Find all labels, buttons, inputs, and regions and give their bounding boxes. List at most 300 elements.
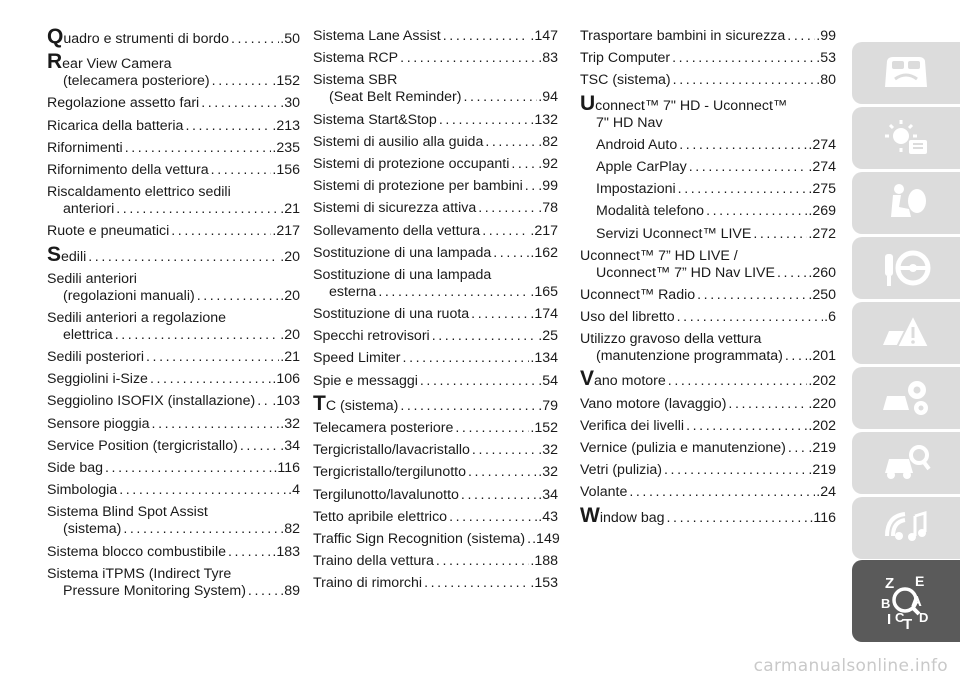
page-number: .149 — [532, 530, 560, 547]
watermark-text: carmanualsonline.info — [753, 656, 948, 676]
index-entry[interactable] — [580, 226, 836, 243]
index-column-2 — [313, 28, 558, 598]
tab-maintenance[interactable] — [852, 367, 960, 429]
svg-text:A: A — [911, 593, 922, 610]
index-entry[interactable] — [313, 575, 558, 592]
index-entry-label: Sistema SBR — [313, 72, 398, 89]
index-entry-row — [313, 442, 558, 459]
index-entry-label: Specchi retrovisori — [313, 328, 430, 345]
index-entry-row — [47, 25, 300, 48]
index-entry-row — [47, 223, 300, 240]
index-column-3 — [580, 28, 836, 532]
index-entry-row — [580, 418, 836, 435]
index-initial-letter: Q — [47, 25, 64, 48]
index-entry-label: Tetto apribile elettrico — [313, 508, 448, 525]
page-number: .103 — [272, 393, 300, 410]
dot-leader — [430, 328, 538, 345]
index-entry-row — [580, 440, 836, 457]
index-entry[interactable] — [580, 287, 836, 304]
index-entry-label: Sistemi di sicurezza attiva — [313, 200, 477, 217]
index-entry[interactable] — [313, 223, 558, 240]
page-number: .272 — [808, 225, 836, 242]
index-entry-label-group — [47, 118, 183, 135]
dot-leader — [117, 482, 287, 499]
index-entry[interactable] — [313, 267, 558, 301]
tab-technical-specs[interactable] — [852, 432, 960, 494]
index-entry[interactable] — [313, 245, 558, 262]
index-entry-row — [47, 371, 300, 388]
page-number: .274 — [808, 158, 836, 175]
index-entry[interactable] — [580, 440, 836, 457]
index-entry-heading — [47, 566, 300, 583]
dot-leader — [470, 442, 537, 459]
index-entry[interactable] — [47, 50, 300, 90]
dot-leader — [114, 201, 279, 218]
index-entry-row — [313, 391, 558, 415]
index-entry[interactable] — [47, 25, 300, 48]
index-entry[interactable] — [47, 349, 300, 366]
index-entry[interactable] — [580, 72, 836, 89]
index-entry-label-group — [47, 223, 169, 240]
index-entry[interactable] — [313, 420, 558, 437]
dot-leader — [437, 112, 530, 129]
index-entry-label-group — [580, 72, 671, 89]
index-initial-letter: R — [47, 50, 63, 74]
dot-leader — [666, 373, 808, 390]
index-entry-label: Vernice (pulizia e manutenzione) — [580, 440, 786, 456]
index-entry-heading — [47, 184, 300, 201]
index-entry-label-group — [47, 371, 148, 388]
index-entry-row — [47, 73, 300, 90]
index-entry-label-group — [313, 373, 418, 390]
page-number: .250 — [808, 286, 836, 303]
index-entry-label: Trip Computer — [580, 50, 671, 67]
index-entry-label: Apple CarPlay — [596, 158, 687, 175]
dot-leader — [453, 420, 529, 437]
index-entry-label: Uconnect™ Radio — [580, 286, 696, 303]
index-entry[interactable] — [47, 393, 300, 410]
tab-warning-lights[interactable] — [852, 107, 960, 169]
index-entry[interactable] — [313, 306, 558, 323]
index-entry-label: edili — [61, 248, 87, 265]
svg-text:T: T — [903, 616, 913, 632]
dot-leader — [677, 137, 807, 154]
index-entry-label: Sensore pioggia — [47, 415, 150, 432]
index-entry[interactable] — [313, 72, 558, 106]
index-entry[interactable] — [313, 509, 558, 526]
page-number: .53 — [816, 50, 836, 67]
index-entry[interactable] — [47, 566, 300, 600]
index-entry-heading — [47, 271, 300, 288]
index-entry-continuation: (manutenzione programmata) — [596, 348, 783, 365]
page-number: .274 — [808, 136, 836, 153]
index-entry-row — [313, 28, 558, 45]
page-number: .165 — [530, 283, 558, 300]
page-number: .21 — [280, 349, 300, 366]
index-entry-row — [47, 460, 300, 477]
dot-leader — [441, 28, 530, 45]
index-entry-row — [47, 521, 300, 538]
index-entry[interactable] — [313, 350, 558, 367]
index-entry[interactable] — [47, 544, 300, 561]
page-number: .4 — [288, 482, 300, 499]
dot-leader — [401, 350, 530, 367]
index-entry[interactable] — [580, 503, 836, 527]
index-entry-label-group — [580, 462, 662, 479]
index-entry-row — [47, 288, 300, 305]
index-entry-label: Sollevamento della vettura — [313, 222, 481, 239]
index-entry[interactable] — [47, 504, 300, 538]
dot-leader — [476, 200, 537, 217]
dot-leader — [665, 510, 809, 527]
index-entry-label-group — [596, 226, 751, 243]
index-entry-label-group — [47, 140, 123, 157]
index-entry-row — [313, 509, 558, 526]
tab-multimedia[interactable] — [852, 497, 960, 559]
index-entry-label: Ruote e pneumatici — [47, 223, 170, 240]
index-entry-heading — [47, 50, 300, 74]
index-entry-row — [313, 89, 558, 106]
index-entry-label-group — [580, 396, 726, 413]
svg-text:Z: Z — [885, 575, 895, 592]
svg-text:C: C — [895, 610, 905, 625]
index-entry-label: Speed Limiter — [313, 350, 401, 367]
index-entry-label: Trasportare bambini in sicurezza — [580, 28, 786, 44]
page-number: .219 — [808, 440, 836, 456]
index-entry[interactable] — [313, 50, 558, 67]
index-entry[interactable] — [313, 442, 558, 459]
index-entry-label-group — [313, 156, 509, 173]
index-entry[interactable] — [313, 487, 558, 504]
index-entry-row — [47, 242, 300, 266]
index-entry-label-group — [47, 460, 103, 477]
index-entry-label-group — [313, 134, 483, 151]
page-number: .99 — [538, 178, 558, 195]
index-entry-label: indow bag — [599, 509, 665, 526]
page-number: .152 — [272, 73, 300, 90]
index-entry[interactable] — [47, 95, 300, 112]
airbag-seat-icon — [879, 181, 933, 225]
svg-text:B: B — [881, 596, 891, 611]
index-entry[interactable] — [47, 460, 300, 477]
index-entry-row — [47, 118, 300, 135]
dot-leader — [86, 249, 279, 266]
specs-car-icon — [879, 441, 933, 485]
index-entry[interactable] — [580, 181, 836, 198]
index-entry[interactable] — [47, 118, 300, 135]
index-entry-label-group — [580, 367, 666, 391]
chapter-tabs-sidebar — [852, 0, 960, 678]
index-entry-label-group — [313, 50, 398, 67]
index-entry-row — [596, 181, 836, 198]
index-entry-label: Spie e messaggi — [313, 372, 418, 389]
multimedia-icon — [879, 506, 933, 550]
index-entry[interactable] — [313, 391, 558, 415]
index-entry-label: Sostituzione di una ruota — [313, 306, 470, 323]
page-number: .32 — [280, 415, 300, 432]
page-number: .219 — [808, 462, 836, 479]
index-column-1 — [47, 25, 300, 605]
dot-leader — [169, 223, 271, 240]
page-number: .162 — [530, 244, 558, 261]
dot-leader — [662, 462, 807, 479]
page-number: .220 — [808, 395, 836, 412]
index-entry-label: Tergicristallo/lavacristallo — [313, 442, 470, 459]
index-entry-label: Android Auto — [596, 136, 678, 153]
index-entry[interactable] — [313, 134, 558, 151]
index-entry-row — [580, 348, 836, 365]
dot-leader — [103, 460, 272, 477]
warning-lights-icon — [879, 116, 933, 160]
alphabetical-index-icon — [879, 570, 933, 632]
index-entry-row — [313, 134, 558, 151]
index-entry[interactable] — [313, 28, 558, 45]
dot-leader — [229, 31, 279, 48]
index-entry[interactable] — [580, 367, 836, 391]
index-entry-heading — [580, 248, 836, 265]
dot-leader — [461, 89, 537, 106]
index-entry-label: Rifornimento della vettura — [47, 161, 209, 178]
dot-leader — [422, 575, 529, 592]
page-number: .217 — [530, 222, 558, 239]
index-entry[interactable] — [47, 482, 300, 499]
index-entry-row — [580, 309, 836, 326]
index-entry-label-group — [313, 487, 459, 504]
index-entry-label-group — [580, 50, 670, 67]
page-number: .21 — [280, 201, 300, 218]
index-entry-label-group — [580, 287, 695, 304]
dot-leader — [671, 72, 816, 89]
index-entry[interactable] — [47, 140, 300, 157]
index-entry-label-group — [313, 112, 437, 129]
page-number: .183 — [272, 543, 300, 560]
index-entry-row — [580, 484, 836, 501]
index-entry[interactable] — [47, 242, 300, 266]
steering-wheel-key-icon — [879, 246, 933, 290]
index-entry-label-group — [313, 464, 466, 481]
index-entry-heading — [580, 331, 836, 348]
index-entry-label-group — [313, 442, 470, 459]
index-entry[interactable] — [580, 396, 836, 413]
index-entry-label-group — [47, 95, 199, 112]
index-entry[interactable] — [580, 462, 836, 479]
index-entry[interactable] — [313, 156, 558, 173]
index-entry-row — [313, 284, 558, 301]
index-entry[interactable] — [47, 310, 300, 344]
dot-leader — [675, 309, 824, 326]
page-number: .20 — [280, 248, 300, 265]
index-entry-label-group — [313, 200, 476, 217]
index-entry-label: ano motore — [594, 373, 666, 390]
index-initial-letter: T — [313, 391, 326, 415]
index-entry-label: Traffic Sign Recognition (sistema) — [313, 530, 526, 547]
page-number: .156 — [272, 161, 300, 178]
index-entry[interactable] — [580, 28, 836, 45]
page-number: .50 — [280, 31, 300, 47]
page-number: .78 — [538, 200, 558, 217]
index-entry-label: Side bag — [47, 460, 104, 476]
index-entry-row — [580, 396, 836, 413]
index-entry-label-group — [596, 203, 704, 220]
page-number: .43 — [538, 508, 558, 525]
page-number: .83 — [538, 50, 558, 67]
index-entry-label: Tergilunotto/lavalunotto — [313, 486, 459, 503]
index-entry-label-group — [47, 482, 117, 499]
index-entry-label: Impostazioni — [596, 181, 676, 198]
index-entry-row — [47, 349, 300, 366]
dot-leader — [255, 393, 271, 410]
page-number: .269 — [808, 203, 836, 220]
index-entry-label: connect™ 7" HD - Uconnect™ — [595, 97, 788, 114]
index-entry-row — [313, 373, 558, 390]
index-entry-row — [580, 72, 836, 89]
index-entry[interactable] — [47, 223, 300, 240]
index-initial-letter: W — [580, 503, 600, 527]
dot-leader — [509, 156, 537, 173]
index-entry-row — [596, 159, 836, 176]
index-entry[interactable] — [47, 371, 300, 388]
index-entry[interactable] — [580, 331, 836, 365]
index-entry[interactable] — [313, 464, 558, 481]
index-entry-row — [596, 226, 836, 243]
index-entry[interactable] — [580, 248, 836, 282]
index-entry[interactable] — [47, 162, 300, 179]
index-entry[interactable] — [313, 373, 558, 390]
dot-leader — [183, 118, 271, 135]
page-number: .79 — [538, 397, 558, 414]
page-number: .94 — [538, 89, 558, 106]
tab-alphabetical-index[interactable] — [852, 560, 960, 642]
page-number: .54 — [538, 372, 558, 389]
page-number: .20 — [280, 287, 300, 304]
index-entry[interactable] — [47, 271, 300, 305]
index-entry[interactable] — [313, 553, 558, 570]
index-entry-label: Sistema Start&Stop — [313, 111, 437, 128]
index-entry-heading — [313, 267, 558, 284]
page-number: .25 — [538, 328, 558, 345]
page-number: .147 — [530, 28, 558, 44]
index-entry-label-group — [47, 416, 150, 433]
page-number: .30 — [280, 95, 300, 112]
index-entry[interactable] — [580, 418, 836, 435]
index-entry-row — [580, 287, 836, 304]
index-entry-row — [313, 553, 558, 570]
index-entry-label: Seggiolini i-Size — [47, 371, 148, 388]
tab-dashboard[interactable] — [852, 42, 960, 104]
index-entry-row — [47, 162, 300, 179]
index-entry-label-group — [313, 420, 453, 437]
tab-starting-driving[interactable] — [852, 237, 960, 299]
index-entry[interactable] — [47, 416, 300, 433]
tab-safety[interactable] — [852, 172, 960, 234]
dot-leader — [676, 181, 808, 198]
dot-leader — [695, 287, 807, 304]
index-entry-continuation: (regolazioni manuali) — [63, 287, 195, 304]
index-entry[interactable] — [580, 309, 836, 326]
dot-leader — [523, 178, 538, 195]
index-entry[interactable] — [580, 50, 836, 67]
index-entry-continuation: (Seat Belt Reminder) — [329, 89, 462, 106]
index-entry-row — [596, 137, 836, 154]
page-number: .92 — [538, 155, 558, 172]
index-entry-label: Sostituzione di una lampada — [313, 266, 492, 283]
index-entry[interactable] — [313, 112, 558, 129]
index-entry-label-group — [313, 328, 430, 345]
dot-leader — [751, 226, 807, 243]
index-entry-label: Sistemi di ausilio alla guida — [313, 133, 484, 150]
index-entry[interactable] — [313, 531, 558, 548]
index-entry-label: Uso del libretto — [580, 309, 675, 326]
index-entry-continuation: 7" HD Nav — [596, 114, 663, 131]
index-entry[interactable] — [47, 438, 300, 455]
index-entry-label: Sistemi di protezione per bambini — [313, 178, 523, 195]
index-entry-row — [313, 575, 558, 592]
page-number: .34 — [538, 486, 558, 503]
dot-leader — [148, 371, 271, 388]
index-entry-label-group — [596, 137, 677, 154]
index-entry-label: Sistema Blind Spot Assist — [47, 504, 208, 521]
dot-leader — [123, 140, 272, 157]
index-entry[interactable] — [580, 137, 836, 154]
index-entry[interactable] — [580, 484, 836, 501]
index-entry[interactable] — [313, 178, 558, 195]
dot-leader — [209, 162, 272, 179]
dot-leader — [786, 440, 808, 457]
index-entry-label: TSC (sistema) — [580, 72, 671, 89]
index-entry[interactable] — [47, 184, 300, 218]
index-entry[interactable] — [313, 200, 558, 217]
index-entry[interactable] — [580, 203, 836, 220]
page-number: .32 — [538, 442, 558, 459]
index-entry-label-group — [313, 28, 441, 45]
page-number: .201 — [808, 348, 836, 365]
svg-text:D: D — [919, 610, 929, 625]
dot-leader — [469, 306, 529, 323]
index-entry-row — [313, 306, 558, 323]
index-entry-row — [47, 416, 300, 433]
page-number: .134 — [530, 350, 558, 367]
index-entry-label-group — [313, 531, 525, 548]
index-entry-label: Vano motore (lavaggio) — [580, 395, 727, 412]
index-entry[interactable] — [313, 328, 558, 345]
index-entry-label-group — [313, 350, 401, 367]
index-entry-row — [313, 531, 558, 548]
index-entry-label: Verifica dei livelli — [580, 417, 685, 434]
tab-emergency[interactable] — [852, 302, 960, 364]
index-entry[interactable] — [580, 91, 836, 132]
dot-leader — [398, 50, 537, 67]
index-entry-label: Tergicristallo/tergilunotto — [313, 464, 466, 481]
index-entry-label: Sistema iTPMS (Indirect Tyre — [47, 565, 232, 582]
page-number: .34 — [280, 437, 300, 454]
index-entry-label-group — [580, 309, 675, 326]
index-entry-row — [47, 544, 300, 561]
index-entry-label-group — [47, 25, 229, 48]
index-entry-row — [580, 265, 836, 282]
index-entry-row — [313, 464, 558, 481]
page-number: .82 — [538, 133, 558, 150]
index-entry-label: uadro e strumenti di bordo — [63, 31, 229, 47]
svg-text:I: I — [887, 611, 892, 628]
index-entry-label: Sedili anteriori — [47, 270, 137, 287]
dot-leader — [491, 245, 529, 262]
dot-leader — [684, 418, 807, 435]
page-number: .6 — [824, 309, 836, 326]
index-entry[interactable] — [580, 159, 836, 176]
index-entry-row — [596, 203, 836, 220]
page-number: .116 — [273, 460, 300, 476]
index-entry-label: Ricarica della batteria — [47, 117, 184, 134]
